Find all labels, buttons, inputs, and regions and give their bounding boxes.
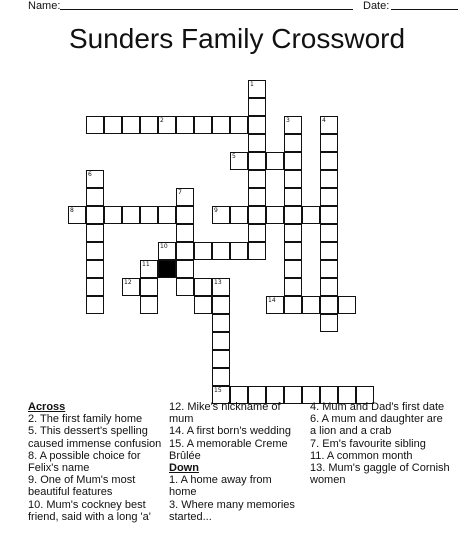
grid-cell[interactable] [320, 296, 338, 314]
clue-across-8: 8. A possible choice for Felix's name [28, 449, 141, 475]
grid-cell[interactable] [104, 206, 122, 224]
clue-across-5: 5. This dessert's spelling caused immense confusion [28, 425, 162, 450]
grid-cell[interactable] [284, 206, 302, 224]
grid-cell[interactable] [176, 242, 194, 260]
clue-down-3: 3. Where many memories started... [169, 498, 295, 523]
grid-cell[interactable] [176, 224, 194, 242]
grid-cell[interactable] [320, 314, 338, 332]
grid-cell[interactable] [194, 116, 212, 134]
clue-across-15: 15. A memorable Creme Brûlée [169, 437, 288, 462]
grid-cell[interactable] [320, 170, 338, 188]
clue-down-1: 1. A home away from home [169, 474, 272, 499]
grid-cell[interactable] [302, 206, 320, 224]
grid-cell[interactable] [320, 224, 338, 242]
grid-cell[interactable] [248, 170, 266, 188]
grid-cell[interactable] [176, 260, 194, 278]
grid-cell[interactable] [266, 152, 284, 170]
clue-across-10: 10. Mum's cockney best friend, said with a long 'a' [28, 498, 151, 523]
grid-cell[interactable] [248, 98, 266, 116]
grid-cell[interactable] [248, 242, 266, 260]
grid-cell[interactable] [230, 152, 248, 170]
grid-cell[interactable] [266, 206, 284, 224]
grid-cell[interactable] [248, 188, 266, 206]
grid-cell[interactable] [284, 170, 302, 188]
grid-cell[interactable] [248, 80, 266, 98]
grid-cell[interactable] [266, 296, 284, 314]
grid-cell[interactable] [140, 278, 158, 296]
grid-cell[interactable] [320, 116, 338, 134]
clue-number-10: 10 [160, 243, 168, 250]
grid-cell[interactable] [248, 224, 266, 242]
grid-cell[interactable] [158, 242, 176, 260]
grid-cell[interactable] [320, 242, 338, 260]
grid-cell[interactable] [212, 332, 230, 350]
grid-cell[interactable] [212, 278, 230, 296]
grid-cell[interactable] [104, 116, 122, 134]
grid-cell[interactable] [140, 206, 158, 224]
clue-number-11: 11 [142, 261, 150, 268]
clue-down-4: 4. Mum and Dad's first date [310, 401, 445, 413]
clue-across-9: 9. One of Mum's most beautiful features [28, 474, 136, 499]
grid-cell[interactable] [284, 224, 302, 242]
grid-cell[interactable] [194, 296, 212, 314]
grid-cell[interactable] [248, 206, 266, 224]
clue-number-14: 14 [268, 297, 276, 304]
clue-number-12: 12 [124, 279, 132, 286]
clue-down-11: 11. A common month [310, 449, 413, 462]
clue-number-7: 7 [178, 189, 182, 196]
grid-cell[interactable] [194, 242, 212, 260]
grid-cell[interactable] [212, 116, 230, 134]
grid-cell[interactable] [176, 206, 194, 224]
clue-down-6: 6. A mum and daughter are a lion and a crab [310, 413, 443, 438]
clue-number-9: 9 [214, 207, 218, 214]
grid-cell[interactable] [212, 350, 230, 368]
grid-cell[interactable] [212, 242, 230, 260]
grid-cell[interactable] [158, 116, 176, 134]
grid-cell[interactable] [140, 296, 158, 314]
grid-cell[interactable] [86, 224, 104, 242]
grid-cell[interactable] [86, 116, 104, 134]
clue-down-13: 13. Mum's gaggle of Cornish women [310, 462, 450, 487]
clue-number-3: 3 [286, 117, 290, 124]
grid-cell[interactable] [176, 116, 194, 134]
grid-cell[interactable] [176, 278, 194, 296]
name-label: Name: [28, 0, 61, 12]
grid-cell[interactable] [320, 152, 338, 170]
grid-cell[interactable] [212, 368, 230, 386]
grid-cell[interactable] [68, 206, 86, 224]
grid-cell[interactable] [140, 260, 158, 278]
clue-number-4: 4 [322, 117, 326, 124]
grid-cell[interactable] [86, 242, 104, 260]
clue-across-14: 14. A first born's wedding [169, 425, 291, 438]
grid-cell[interactable] [320, 134, 338, 152]
grid-cell[interactable] [86, 296, 104, 314]
clue-down-7: 7. Em's favourite sibling [310, 437, 426, 450]
grid-cell[interactable] [212, 314, 230, 332]
grid-cell[interactable] [230, 206, 248, 224]
page-title: Sunders Family Crossword [68, 23, 406, 54]
grid-cell[interactable] [320, 278, 338, 296]
grid-cell[interactable] [320, 206, 338, 224]
grid-cell[interactable] [284, 278, 302, 296]
clue-across-12: 12. Mike's nickname of mum [169, 401, 281, 426]
across-heading: Across [28, 401, 66, 413]
grid-cell[interactable] [86, 188, 104, 206]
grid-cell[interactable] [320, 188, 338, 206]
grid-cell[interactable] [338, 296, 356, 314]
grid-cell[interactable] [302, 296, 320, 314]
grid-cell[interactable] [212, 206, 230, 224]
clue-number-2: 2 [160, 117, 164, 124]
grid-cell[interactable] [122, 206, 140, 224]
grid-cell[interactable] [122, 116, 140, 134]
down-heading: Down [169, 462, 199, 475]
clues-column-3 [310, 401, 450, 486]
date-label: Date: [363, 0, 390, 12]
grid-cell[interactable] [284, 188, 302, 206]
grid-cell[interactable] [140, 116, 158, 134]
clue-number-5: 5 [232, 153, 236, 160]
grid-cell[interactable] [158, 206, 176, 224]
grid-cell[interactable] [284, 152, 302, 170]
grid-cell[interactable] [122, 278, 140, 296]
grid-cell[interactable] [320, 260, 338, 278]
grid-cell[interactable] [158, 260, 176, 278]
clue-number-6: 6 [88, 171, 92, 178]
clues-column-2 [169, 401, 299, 523]
grid-cell[interactable] [86, 260, 104, 278]
grid-cell[interactable] [284, 296, 302, 314]
grid-cell[interactable] [248, 134, 266, 152]
clue-number-15: 15 [214, 387, 222, 394]
grid-cell[interactable] [284, 134, 302, 152]
grid-cell[interactable] [284, 260, 302, 278]
clue-number-1: 1 [250, 81, 254, 88]
clues-column-1 [28, 401, 164, 523]
grid-cell[interactable] [248, 152, 266, 170]
grid-cell[interactable] [248, 116, 266, 134]
grid-cell[interactable] [176, 188, 194, 206]
grid-cell[interactable] [230, 116, 248, 134]
grid-cell[interactable] [86, 170, 104, 188]
grid-cell[interactable] [284, 116, 302, 134]
grid-cell[interactable] [86, 278, 104, 296]
grid-cell[interactable] [212, 296, 230, 314]
clue-number-13: 13 [214, 279, 222, 286]
grid-cell[interactable] [194, 278, 212, 296]
clue-number-8: 8 [70, 207, 74, 214]
grid-cell[interactable] [86, 206, 104, 224]
clue-across-2: 2. The first family home [28, 413, 143, 426]
grid-cell[interactable] [230, 242, 248, 260]
grid-cell[interactable] [284, 242, 302, 260]
